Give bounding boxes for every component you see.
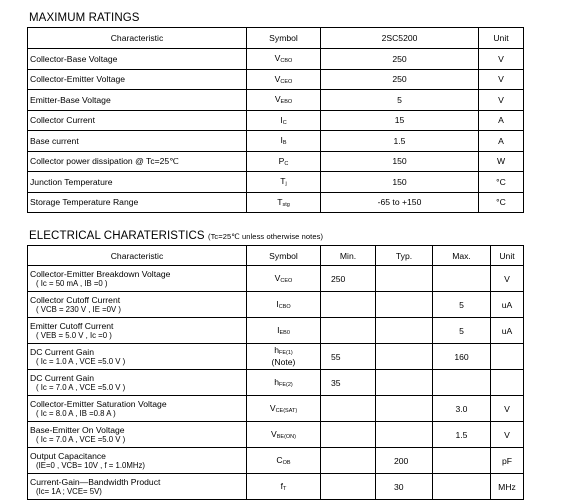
max-cell bbox=[433, 370, 491, 396]
test-condition: ( Ic = 1.0 A , VCE =5.0 V ) bbox=[36, 356, 126, 366]
value-cell: 15 bbox=[321, 110, 479, 131]
characteristic-name: Current-Gain—Bandwidth Product bbox=[30, 476, 161, 487]
unit-cell bbox=[491, 344, 524, 370]
symbol-subscript: FE(1) bbox=[279, 350, 293, 356]
header-symbol: Symbol bbox=[247, 246, 321, 266]
characteristic-cell bbox=[28, 370, 247, 396]
symbol-cell bbox=[247, 192, 321, 213]
max-cell bbox=[433, 266, 491, 292]
table-row bbox=[28, 266, 524, 292]
unit-cell: A bbox=[479, 110, 524, 131]
characteristic-cell: Collector-Base Voltage bbox=[28, 49, 247, 70]
table-row bbox=[28, 292, 524, 318]
typ-cell bbox=[376, 344, 433, 370]
typ-cell bbox=[376, 396, 433, 422]
symbol-main: V bbox=[274, 94, 281, 105]
table-row bbox=[28, 448, 524, 474]
typ-cell bbox=[376, 422, 433, 448]
table-row bbox=[28, 110, 524, 131]
min-cell bbox=[321, 448, 376, 474]
electrical-table bbox=[27, 245, 524, 500]
characteristic-name: DC Current Gain bbox=[30, 372, 94, 383]
symbol-wrap bbox=[270, 403, 297, 413]
characteristic-cell bbox=[28, 448, 247, 474]
symbol-cell bbox=[247, 344, 321, 370]
table-row bbox=[28, 49, 524, 70]
header-characteristic: Characteristic bbox=[28, 28, 247, 49]
unit-cell bbox=[491, 370, 524, 396]
header-min: Min. bbox=[321, 246, 376, 266]
symbol-subscript: C bbox=[284, 160, 289, 167]
table-row bbox=[28, 396, 524, 422]
electrical-title bbox=[29, 230, 323, 242]
typ-cell: 200 bbox=[376, 448, 433, 474]
symbol-main: h bbox=[274, 377, 280, 387]
symbol-main: f bbox=[280, 481, 283, 491]
characteristic-name: Collector Cutoff Current bbox=[30, 294, 121, 305]
electrical-title-note: (Tc=25℃ unless otherwise notes) bbox=[207, 232, 324, 241]
max-cell: 160 bbox=[433, 344, 491, 370]
symbol-cell bbox=[247, 131, 321, 152]
electrical-title-text: ELECTRICAL CHARATERISTICS bbox=[29, 230, 205, 242]
value-cell: 250 bbox=[321, 69, 479, 90]
min-cell bbox=[321, 474, 376, 500]
symbol-subscript: OB bbox=[282, 460, 291, 466]
symbol-note: (Note) bbox=[271, 357, 296, 367]
characteristic-cell bbox=[28, 318, 247, 344]
header-part-number: 2SC5200 bbox=[321, 28, 479, 49]
symbol-cell bbox=[247, 90, 321, 111]
unit-cell: V bbox=[479, 69, 524, 90]
test-condition: (IE=0 , VCB= 10V , f = 1.0MHz) bbox=[36, 460, 145, 470]
symbol-cell bbox=[247, 151, 321, 172]
symbol-subscript: EBO bbox=[280, 99, 293, 106]
header-unit: Unit bbox=[491, 246, 524, 266]
symbol-main: h bbox=[274, 345, 280, 355]
symbol-cell bbox=[247, 370, 321, 396]
unit-cell: V bbox=[479, 49, 524, 70]
typ-cell: 30 bbox=[376, 474, 433, 500]
symbol-main: V bbox=[269, 403, 276, 413]
min-cell bbox=[321, 396, 376, 422]
symbol-subscript: T bbox=[283, 486, 287, 492]
min-cell: 250 bbox=[321, 266, 376, 292]
symbol-wrap bbox=[276, 455, 290, 465]
header-max: Max. bbox=[433, 246, 491, 266]
characteristic-cell bbox=[28, 422, 247, 448]
symbol-subscript: j bbox=[285, 181, 287, 188]
characteristic-cell: Base current bbox=[28, 131, 247, 152]
value-cell: 250 bbox=[321, 49, 479, 70]
table-row bbox=[28, 344, 524, 370]
symbol-cell bbox=[247, 110, 321, 131]
min-cell: 35 bbox=[321, 370, 376, 396]
typ-cell bbox=[376, 266, 433, 292]
characteristic-cell: Emitter-Base Voltage bbox=[28, 90, 247, 111]
symbol-cell bbox=[247, 474, 321, 500]
max-cell: 3.0 bbox=[433, 396, 491, 422]
test-condition: ( Ic = 7.0 A , VCE =5.0 V ) bbox=[36, 382, 126, 392]
header-typ: Typ. bbox=[376, 246, 433, 266]
characteristic-name: DC Current Gain bbox=[30, 346, 94, 357]
test-condition: ( VCB = 230 V , IE =0V ) bbox=[36, 304, 121, 314]
typ-cell bbox=[376, 318, 433, 344]
value-cell: 1.5 bbox=[321, 131, 479, 152]
symbol-main: I bbox=[280, 135, 283, 146]
symbol-subscript: C bbox=[282, 119, 287, 126]
symbol-subscript: CEO bbox=[280, 78, 293, 85]
min-cell bbox=[321, 292, 376, 318]
characteristic-cell bbox=[28, 344, 247, 370]
characteristic-name: Output Capacitance bbox=[30, 450, 106, 461]
value-cell: 150 bbox=[321, 172, 479, 193]
characteristic-cell bbox=[28, 396, 247, 422]
characteristic-cell bbox=[28, 266, 247, 292]
header-symbol: Symbol bbox=[247, 28, 321, 49]
symbol-main: T bbox=[280, 176, 286, 187]
symbol-wrap bbox=[275, 273, 293, 283]
table-row bbox=[28, 90, 524, 111]
symbol-cell bbox=[247, 69, 321, 90]
table-row bbox=[28, 69, 524, 90]
table-row bbox=[28, 474, 524, 500]
symbol-main: I bbox=[280, 114, 283, 125]
max-ratings-title: MAXIMUM RATINGS bbox=[29, 12, 140, 24]
symbol-wrap bbox=[276, 299, 290, 309]
characteristic-name: Collector-Emitter Breakdown Voltage bbox=[30, 268, 171, 279]
unit-cell: V bbox=[491, 422, 524, 448]
table-row bbox=[28, 172, 524, 193]
table-row bbox=[28, 151, 524, 172]
unit-cell: V bbox=[479, 90, 524, 111]
characteristic-cell bbox=[28, 474, 247, 500]
characteristic-name: Collector-Emitter Saturation Voltage bbox=[30, 398, 167, 409]
electrical-header-row bbox=[28, 246, 524, 266]
symbol-cell bbox=[247, 172, 321, 193]
value-cell: 5 bbox=[321, 90, 479, 111]
symbol-main: P bbox=[278, 155, 285, 166]
max-cell: 5 bbox=[433, 318, 491, 344]
header-unit: Unit bbox=[479, 28, 524, 49]
min-cell bbox=[321, 422, 376, 448]
value-cell: -65 to +150 bbox=[321, 192, 479, 213]
characteristic-cell bbox=[28, 292, 247, 318]
table-row bbox=[28, 318, 524, 344]
symbol-main: V bbox=[274, 273, 281, 283]
symbol-subscript: CBO bbox=[280, 58, 293, 65]
symbol-wrap bbox=[271, 429, 296, 439]
symbol-cell bbox=[247, 292, 321, 318]
symbol-main: V bbox=[271, 429, 277, 439]
symbol-cell bbox=[247, 266, 321, 292]
symbol-main: I bbox=[277, 325, 280, 335]
table-row bbox=[28, 422, 524, 448]
symbol-wrap bbox=[281, 481, 287, 491]
symbol-subscript: FE(2) bbox=[279, 382, 293, 388]
symbol-main: T bbox=[277, 196, 283, 207]
test-condition: ( Ic = 7.0 A , VCE =5.0 V ) bbox=[36, 434, 126, 444]
test-condition: ( VEB = 5.0 V , Ic =0 ) bbox=[36, 330, 112, 340]
typ-cell bbox=[376, 292, 433, 318]
symbol-cell bbox=[247, 422, 321, 448]
symbol-cell bbox=[247, 49, 321, 70]
symbol-subscript: CE(SAT) bbox=[275, 408, 298, 414]
symbol-main: V bbox=[274, 73, 281, 84]
symbol-cell bbox=[247, 448, 321, 474]
max-cell bbox=[433, 448, 491, 474]
unit-cell: °C bbox=[479, 192, 524, 213]
symbol-subscript: EB0 bbox=[279, 330, 290, 336]
symbol-main: I bbox=[276, 299, 279, 309]
table-row bbox=[28, 192, 524, 213]
typ-cell bbox=[376, 370, 433, 396]
symbol-wrap bbox=[277, 325, 290, 335]
unit-cell: MHz bbox=[491, 474, 524, 500]
unit-cell: pF bbox=[491, 448, 524, 474]
unit-cell: uA bbox=[491, 292, 524, 318]
characteristic-cell: Storage Temperature Range bbox=[28, 192, 247, 213]
symbol-subscript: stg bbox=[282, 201, 290, 208]
value-cell: 150 bbox=[321, 151, 479, 172]
max-cell: 1.5 bbox=[433, 422, 491, 448]
unit-cell: A bbox=[479, 131, 524, 152]
table-row bbox=[28, 370, 524, 396]
characteristic-cell: Collector Current bbox=[28, 110, 247, 131]
characteristic-name: Base-Emitter On Voltage bbox=[30, 424, 125, 435]
unit-cell: °C bbox=[479, 172, 524, 193]
min-cell: 55 bbox=[321, 344, 376, 370]
test-condition: ( Ic = 8.0 A , IB =0.8 A ) bbox=[36, 408, 116, 418]
characteristic-cell: Junction Temperature bbox=[28, 172, 247, 193]
characteristic-name: Emitter Cutoff Current bbox=[30, 320, 114, 331]
max-cell bbox=[433, 474, 491, 500]
characteristic-cell: Collector-Emitter Voltage bbox=[28, 69, 247, 90]
max-cell: 5 bbox=[433, 292, 491, 318]
max-ratings-table bbox=[27, 27, 524, 213]
symbol-subscript: CBO bbox=[278, 304, 291, 310]
unit-cell: W bbox=[479, 151, 524, 172]
unit-cell: V bbox=[491, 266, 524, 292]
characteristic-cell: Collector power dissipation @ Tc=25℃ bbox=[28, 151, 247, 172]
symbol-wrap bbox=[274, 377, 293, 387]
test-condition: (Ic= 1A ; VCE= 5V) bbox=[36, 486, 102, 496]
table-row bbox=[28, 131, 524, 152]
max-ratings-header-row bbox=[28, 28, 524, 49]
symbol-cell bbox=[247, 318, 321, 344]
min-cell bbox=[321, 318, 376, 344]
test-condition: ( Ic = 50 mA , IB =0 ) bbox=[36, 278, 108, 288]
symbol-subscript: B bbox=[282, 140, 287, 147]
symbol-main: V bbox=[274, 53, 281, 64]
symbol-cell bbox=[247, 396, 321, 422]
symbol-subscript: CEO bbox=[280, 278, 293, 284]
unit-cell: V bbox=[491, 396, 524, 422]
header-characteristic: Characteristic bbox=[28, 246, 247, 266]
unit-cell: uA bbox=[491, 318, 524, 344]
symbol-subscript: BE(ON) bbox=[276, 434, 296, 440]
symbol-main: C bbox=[276, 455, 283, 465]
